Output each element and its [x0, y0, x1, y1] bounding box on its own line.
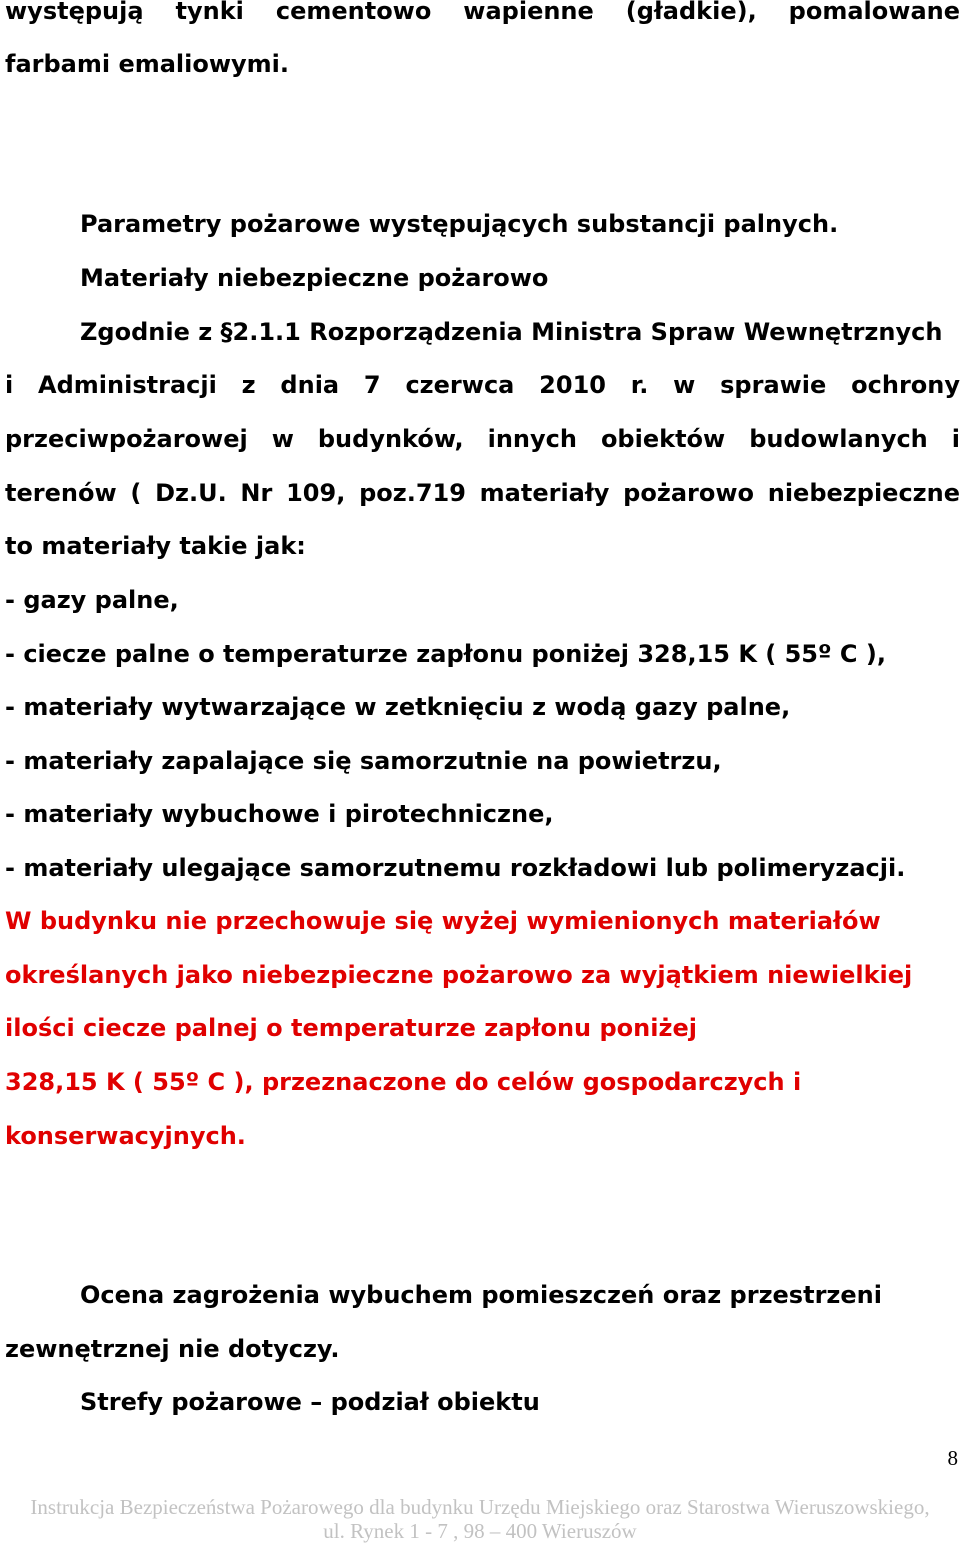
red-note-line-4: 328,15 K ( 55º C ), przeznaczone do celów gospodarczych i	[5, 1068, 802, 1096]
section-subheading: Materiały niebezpieczne pożarowo	[80, 264, 549, 292]
intro-line-1: występują tynki cementowo wapienne (gładkie), pomalowane	[5, 0, 960, 25]
regulation-line-1: Zgodnie z §2.1.1 Rozporządzenia Ministra Spraw Wewnętrznych	[80, 318, 943, 346]
footer-line-2: ul. Rynek 1 - 7 , 98 – 400 Wieruszów	[323, 1519, 637, 1543]
regulation-line-4: terenów ( Dz.U. Nr 109, poz.719 materiały pożarowo niebezpieczne	[5, 479, 960, 507]
red-note-line-2: określanych jako niebezpieczne pożarowo za wyjątkiem niewielkiej	[5, 961, 913, 989]
explosion-line-1: Ocena zagrożenia wybuchem pomieszczeń oraz przestrzeni	[80, 1281, 882, 1309]
list-item-water-reactive: - materiały wytwarzające w zetknięciu z wodą gazy palne,	[5, 693, 791, 721]
section-heading: Parametry pożarowe występujących substancji palnych.	[80, 210, 839, 238]
page-number: 8	[947, 1446, 958, 1470]
list-item-self-igniting: - materiały zapalające się samorzutnie na powietrzu,	[5, 747, 722, 775]
regulation-line-2: i Administracji z dnia 7 czerwca 2010 r. w sprawie ochrony	[5, 371, 960, 399]
intro-line-2: farbami emaliowymi.	[5, 50, 290, 78]
zones-heading: Strefy pożarowe – podział obiektu	[80, 1388, 540, 1416]
footer-line-1: Instrukcja Bezpieczeństwa Pożarowego dla budynku Urzędu Miejskiego oraz Starostwa Wieruszowskiego,	[30, 1495, 930, 1519]
list-item-polymerizing: - materiały ulegające samorzutnemu rozkładowi lub polimeryzacji.	[5, 854, 906, 882]
red-note-line-3: ilości ciecze palnej o temperaturze zapłonu poniżej	[5, 1014, 697, 1042]
list-item-explosives: - materiały wybuchowe i pirotechniczne,	[5, 800, 554, 828]
explosion-line-2: zewnętrznej nie dotyczy.	[5, 1335, 340, 1363]
red-note-line-5: konserwacyjnych.	[5, 1122, 246, 1150]
red-note-line-1: W budynku nie przechowuje się wyżej wymienionych materiałów	[5, 907, 881, 935]
regulation-line-3: przeciwpożarowej w budynków, innych obiektów budowlanych i	[5, 425, 960, 453]
list-item-gases: - gazy palne,	[5, 586, 179, 614]
regulation-line-5: to materiały takie jak:	[5, 532, 306, 560]
list-item-liquids: - ciecze palne o temperaturze zapłonu poniżej 328,15 K ( 55º C ),	[5, 640, 886, 668]
